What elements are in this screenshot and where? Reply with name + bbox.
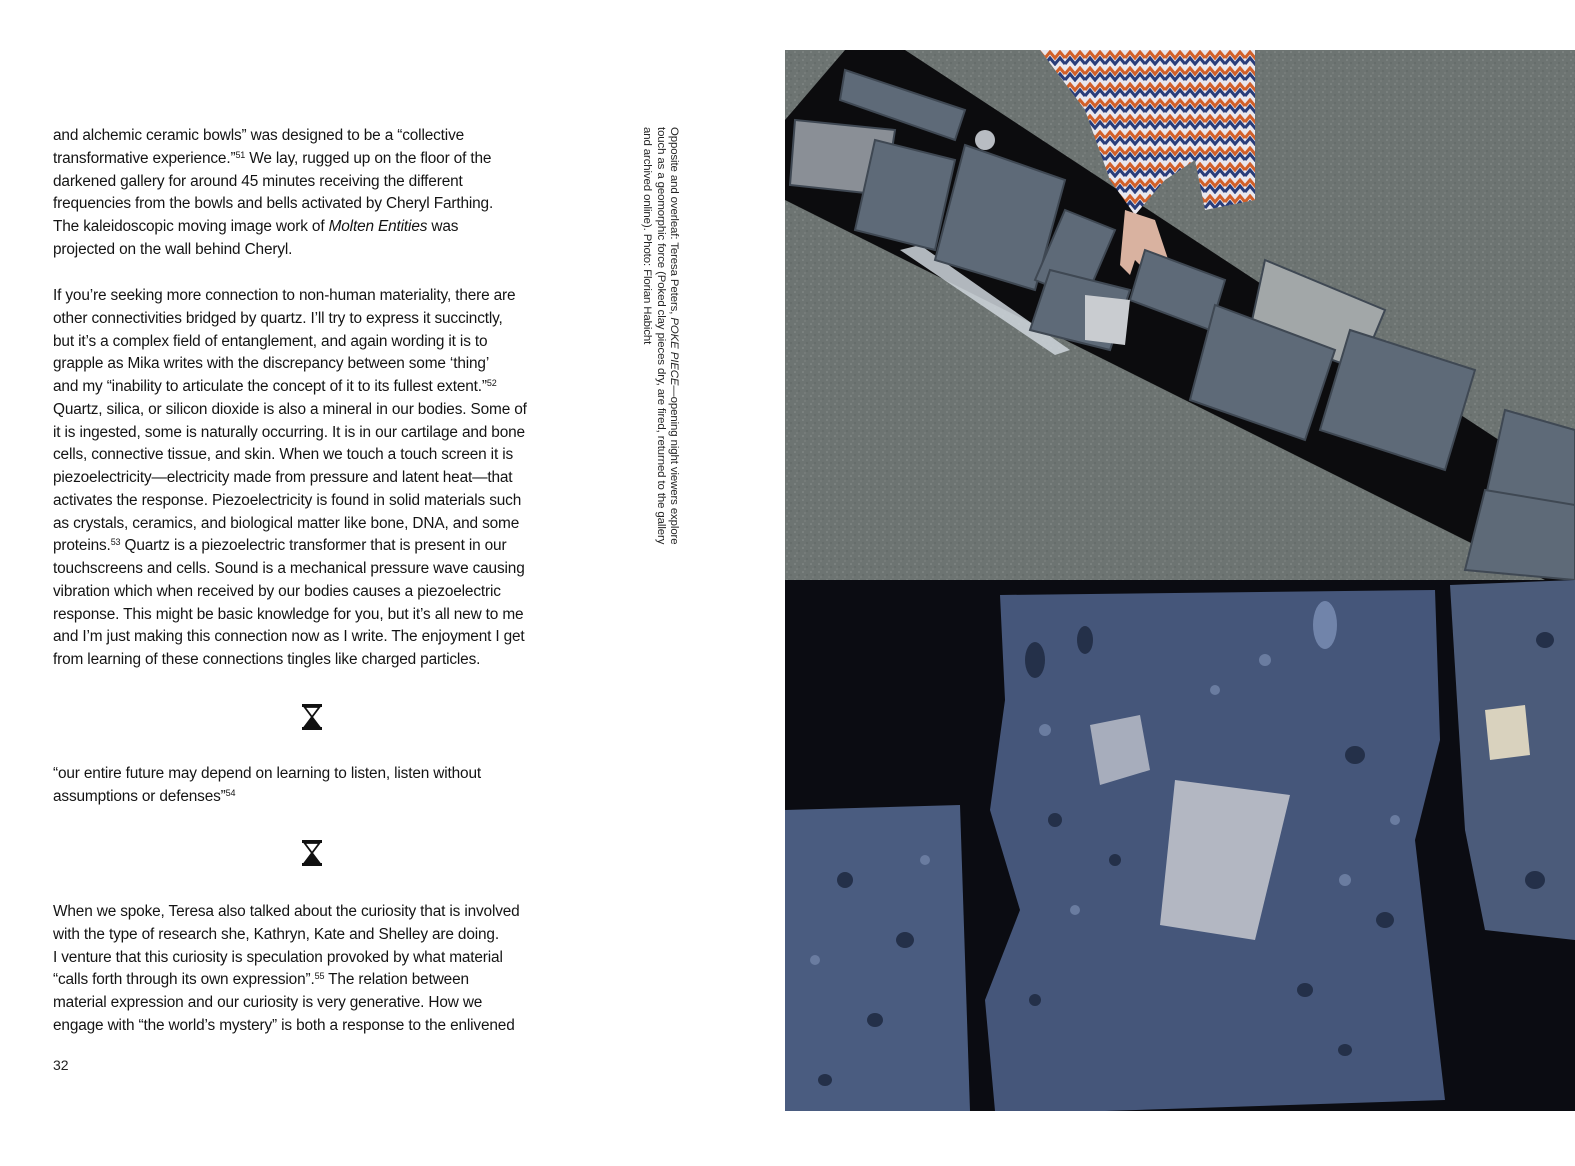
text-line: activates the response. Piezoelectricity is found in solid materials such: [53, 491, 522, 509]
footnote-ref[interactable]: 51: [235, 149, 246, 160]
text-line: material expression and our curiosity is very generative. How we: [53, 994, 483, 1011]
text-line: it is ingested, some is naturally occurring. It is in our cartilage and bone: [53, 423, 525, 441]
hourglass-icon: [300, 703, 324, 731]
text-line: response. This might be basic knowledge for you, but it’s all new to me: [53, 605, 524, 623]
text-line: as crystals, ceramics, and biological matter like bone, DNA, and some: [53, 514, 520, 532]
text-line: engage with “the world’s mystery” is both a response to the enlivened: [53, 1016, 515, 1034]
footnote-ref[interactable]: 53: [110, 537, 121, 548]
text-line: cells, connective tissue, and skin. When we touch a touch screen it is: [53, 446, 514, 464]
text-line: Quartz, silica, or silicon dioxide is also a mineral in our bodies. Some of: [53, 400, 527, 418]
text-line: was: [427, 218, 459, 235]
text-line: projected on the wall behind Cheryl.: [53, 240, 293, 258]
work-title: Molten Entities: [328, 218, 428, 235]
text-line: other connectivities bridged by quartz. I’ll try to express it succinctly,: [53, 309, 503, 327]
paragraph-bowls: [53, 125, 578, 262]
text-line: “our entire future may depend on learning to listen, listen without: [53, 765, 481, 782]
text-line: touchscreens and cells. Sound is a mechanical pressure wave causing: [53, 560, 525, 577]
photo-clay-tiles-floor: [785, 50, 1575, 580]
text-line: frequencies from the bowls and bells activated by Cheryl Farthing.: [53, 195, 494, 213]
text-line: darkened gallery for around 45 minutes receiving the different: [53, 172, 463, 190]
text-line: The kaleidoscopic moving image work of: [53, 218, 329, 235]
text-line: “calls forth through its own expression”.: [53, 971, 315, 989]
hourglass-icon: [300, 839, 324, 867]
photo-top-illustration: [785, 50, 1575, 580]
paragraph-curiosity: [53, 901, 578, 1038]
paragraph-quartz: [53, 285, 578, 672]
text-line: Quartz is a piezoelectric transformer that is present in our: [120, 537, 507, 555]
text-line: and alchemic ceramic bowls” was designed to be a “collective: [53, 127, 465, 144]
text-line: with the type of research she, Kathryn, Kate and Shelley are doing.: [53, 925, 499, 943]
text-line: I venture that this curiosity is speculation provoked by what material: [53, 948, 503, 966]
text-line: When we spoke, Teresa also talked about the curiosity that is involved: [53, 903, 520, 920]
text-line: If you’re seeking more connection to non-human materiality, there are: [53, 287, 516, 304]
text-line: The relation between: [324, 971, 469, 989]
footnote-ref[interactable]: 55: [314, 971, 325, 982]
text-line: We lay, rugged up on the floor of the: [245, 149, 492, 167]
text-line: piezoelectricity—electricity made from pressure and latent heat—that: [53, 469, 513, 486]
photo-poked-clay-closeup: [785, 580, 1575, 1111]
footnote-ref[interactable]: 54: [225, 787, 236, 798]
caption-work-title: POKE PIECE: [668, 317, 680, 386]
quote-listen: [53, 763, 578, 809]
text-line: grapple as Mika writes with the discrepancy between some ‘thing’: [53, 355, 490, 373]
caption-text: —opening night viewers explore touch as a geomorphic force (Poked clay pieces dry, are fired, returned to the gallery and archived online). Photo: Florian Habicht: [641, 127, 680, 545]
text-line: and I’m just making this connection now as I write. The enjoyment I get: [53, 628, 525, 646]
text-line: vibration which when received by our bodies causes a piezoelectric: [53, 582, 501, 600]
photo-caption: [640, 127, 680, 557]
text-line: proteins.: [53, 537, 111, 555]
photo-bottom-illustration: [785, 580, 1575, 1111]
text-line: assumptions or defenses”: [53, 787, 226, 805]
text-line: but it’s a complex field of entanglement, and again wording it is to: [53, 332, 488, 350]
footnote-ref[interactable]: 52: [486, 378, 497, 388]
caption-text: Opposite and overleaf: Teresa Peters,: [668, 127, 680, 318]
page-number: 32: [53, 1057, 69, 1073]
text-line: from learning of these connections tingles like charged particles.: [53, 651, 481, 668]
text-line: and my “inability to articulate the concept of it to its fullest extent.”: [53, 378, 487, 395]
text-line: transformative experience.”: [53, 149, 236, 167]
